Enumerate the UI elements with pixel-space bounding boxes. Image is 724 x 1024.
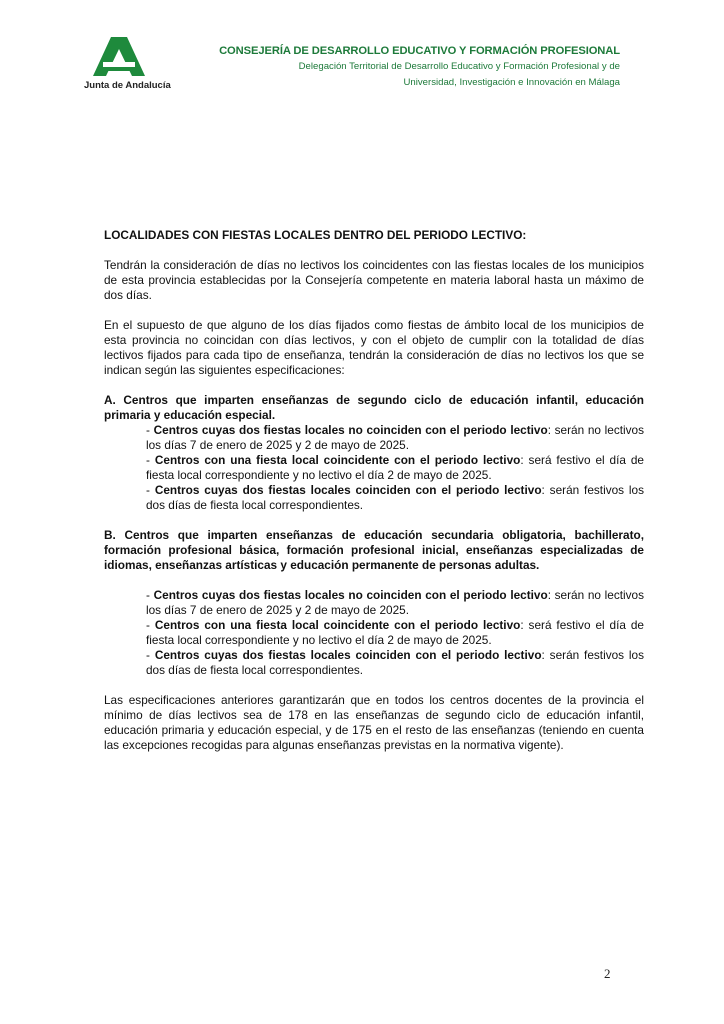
paragraph-guarantee: Las especificaciones anteriores garantizarán que en todos los centros docentes de la provincia el mínimo de días lectivos sea de 178 en las enseñanzas de segundo ciclo de educación infantil, educación primaria y educación especial, y de 175 en el resto de las enseñanzas (teniendo en cuenta las excepciones recogidas para algunas enseñanzas previstas en la normativa vigente). xyxy=(104,693,644,752)
list-item-bold: Centros cuyas dos fiestas locales no coinciden con el periodo lectivo xyxy=(153,588,548,602)
section-b-list xyxy=(146,588,644,678)
document-header xyxy=(219,43,620,91)
list-item-rest: : será festivo el día de fiesta local correspondiente y no lectivo el día 2 de mayo de 2025. xyxy=(146,453,644,482)
section-title: LOCALIDADES CON FIESTAS LOCALES DENTRO DEL PERIODO LECTIVO: xyxy=(104,228,527,242)
list-item-bold: Centros cuyas dos fiestas locales coinciden con el periodo lectivo xyxy=(154,483,542,497)
header-ministry: CONSEJERÍA DE DESARROLLO EDUCATIVO Y FORMACIÓN PROFESIONAL xyxy=(219,45,620,57)
page-number: 2 xyxy=(604,966,611,981)
section-a-heading: A. Centros que imparten enseñanzas de segundo ciclo de educación infantil, educación primaria y educación especial. xyxy=(104,393,644,422)
list-item: - Centros cuyas dos fiestas locales no coinciden con el periodo lectivo: serán no lectivos los días 7 de enero de 2025 y 2 de mayo de 2025. xyxy=(146,423,644,452)
list-item: - Centros cuyas dos fiestas locales no coinciden con el periodo lectivo: serán no lectivos los días 7 de enero de 2025 y 2 de mayo de 2025. xyxy=(146,588,644,617)
list-item: - Centros cuyas dos fiestas locales coinciden con el periodo lectivo: serán festivos los dos días de fiesta local correspondientes. xyxy=(146,648,645,677)
list-item-rest: : serán festivos los dos días de fiesta local correspondientes. xyxy=(146,483,645,512)
header-delegation-cont: Universidad, Investigación e Innovación en Málaga xyxy=(403,77,620,88)
list-item-rest: : serán no lectivos los días 7 de enero de 2025 y 2 de mayo de 2025. xyxy=(146,423,644,452)
paragraph-intro: Tendrán la consideración de días no lectivos los coincidentes con las fiestas locales de los municipios de esta provincia establecidas por la Consejería competente en materia laboral hasta un máximo de dos días. xyxy=(104,258,644,302)
list-item-bold: Centros cuyas dos fiestas locales coinciden con el periodo lectivo xyxy=(154,648,542,662)
header-delegation: Delegación Territorial de Desarrollo Educativo y Formación Profesional y de xyxy=(298,61,620,72)
section-a-list xyxy=(146,423,644,513)
logo-text: Junta de Andalucía xyxy=(84,80,171,91)
paragraph-specifications: En el supuesto de que alguno de los días fijados como fiestas de ámbito local de los municipios de esta provincia no coincidan con días lectivos, y con el objeto de cumplir con la totalidad de días lectivos fijados para cada tipo de enseñanza, tendrán la consideración de días no lectivos los que se indican según las siguientes especificaciones: xyxy=(104,318,644,377)
list-item-rest: : serán festivos los dos días de fiesta local correspondientes. xyxy=(146,648,645,677)
list-item: - Centros cuyas dos fiestas locales coinciden con el periodo lectivo: serán festivos los dos días de fiesta local correspondientes. xyxy=(146,483,645,512)
list-item-rest: : será festivo el día de fiesta local correspondiente y no lectivo el día 2 de mayo de 2025. xyxy=(146,618,644,647)
list-item-bold: Centros con una fiesta local coincidente con el periodo lectivo xyxy=(154,453,521,467)
list-item-bold: Centros cuyas dos fiestas locales no coinciden con el periodo lectivo xyxy=(153,423,548,437)
logo xyxy=(84,36,171,94)
list-item: - Centros con una fiesta local coincidente con el periodo lectivo: será festivo el día de fiesta local correspondiente y no lectivo el día 2 de mayo de 2025. xyxy=(146,453,644,482)
list-item-rest: : serán no lectivos los días 7 de enero de 2025 y 2 de mayo de 2025. xyxy=(146,588,644,617)
section-b-heading: B. Centros que imparten enseñanzas de educación secundaria obligatoria, bachillerato, formación profesional básica, formación profesional inicial, enseñanzas especializadas de idiomas, enseñanzas artísticas y educación permanente de personas adultas. xyxy=(104,528,644,572)
junta-andalucia-logo-icon xyxy=(87,36,151,78)
list-item-bold: Centros con una fiesta local coincidente con el periodo lectivo xyxy=(154,618,521,632)
document-body xyxy=(104,228,644,768)
list-item: - Centros con una fiesta local coincidente con el periodo lectivo: será festivo el día de fiesta local correspondiente y no lectivo el día 2 de mayo de 2025. xyxy=(146,618,644,647)
